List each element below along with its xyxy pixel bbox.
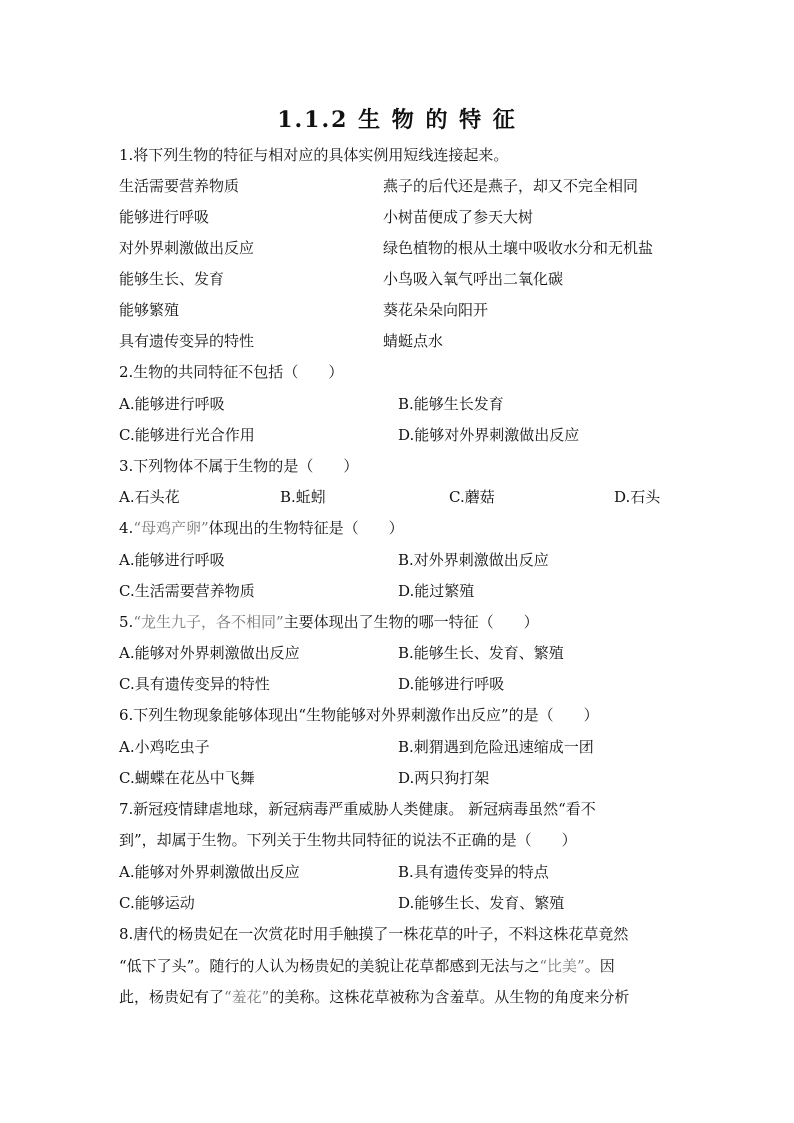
q4-option-b: B.对外界刺激做出反应 bbox=[398, 551, 549, 569]
q4-quote: “母鸡产卵” bbox=[133, 519, 209, 537]
question-5-stem bbox=[119, 612, 539, 632]
q8-text: 。因 bbox=[584, 957, 615, 975]
q6-option-c: C.蝴蝶在花丛中飞舞 bbox=[119, 769, 255, 787]
q8-text: 此，杨贵妃有了 bbox=[119, 988, 225, 1006]
q6-option-b: B.刺猬遇到危险迅速缩成一团 bbox=[398, 738, 594, 756]
question-4-stem bbox=[119, 518, 404, 538]
q5-quote: “龙生九子，各不相同” bbox=[133, 613, 284, 631]
q5-option-a: A.能够对外界刺激做出反应 bbox=[119, 644, 300, 662]
q5-stem-text: 主要体现出了生物的哪一特征（ ） bbox=[283, 613, 539, 631]
q4-number: 4. bbox=[119, 519, 134, 537]
q3-option-a: A.石头花 bbox=[119, 488, 180, 506]
q1-left-item: 具有遗传变异的特性 bbox=[119, 332, 255, 350]
q3-option-b: B.蚯蚓 bbox=[280, 488, 326, 506]
q2-option-b: B.能够生长发育 bbox=[398, 395, 504, 413]
q8-quote: “羞花” bbox=[224, 988, 270, 1006]
question-8-stem-line-1: 8.唐代的杨贵妃在一次赏花时用手触摸了一株花草的叶子，不料这株花草竟然 bbox=[119, 925, 629, 943]
q2-option-a: A.能够进行呼吸 bbox=[119, 395, 225, 413]
q3-option-c: C.蘑菇 bbox=[449, 488, 495, 506]
question-7-stem-line-1: 7.新冠疫情肆虐地球，新冠病毒严重威胁人类健康。 新冠病毒虽然“看不 bbox=[119, 800, 596, 818]
q5-option-b: B.能够生长、发育、繁殖 bbox=[398, 644, 564, 662]
q1-left-item: 能够生长、发育 bbox=[119, 270, 225, 288]
q6-option-a: A.小鸡吃虫子 bbox=[119, 738, 210, 756]
q8-text: 的美称。这株花草被称为含羞草。从生物的角度来分析 bbox=[269, 988, 630, 1006]
q8-quote: “比美” bbox=[539, 957, 585, 975]
q7-option-d: D.能够生长、发育、繁殖 bbox=[398, 894, 565, 912]
q4-option-c: C.生活需要营养物质 bbox=[119, 582, 255, 600]
question-1-stem: 1.将下列生物的特征与相对应的具体实例用短线连接起来。 bbox=[119, 146, 509, 164]
q1-left-item: 能够进行呼吸 bbox=[119, 208, 210, 226]
q4-stem-text: 体现出的生物特征是（ ） bbox=[208, 519, 404, 537]
page-title: 1.1.2 生 物 的 特 征 bbox=[277, 107, 517, 133]
q6-option-d: D.两只狗打架 bbox=[398, 769, 490, 787]
q1-right-item: 小树苗便成了参天大树 bbox=[383, 208, 534, 226]
q1-left-item: 能够繁殖 bbox=[119, 301, 180, 319]
question-6-stem: 6.下列生物现象能够体现出“生物能够对外界刺激作出反应”的是（ ） bbox=[119, 706, 599, 724]
q1-left-item: 生活需要营养物质 bbox=[119, 177, 240, 195]
q1-right-item: 葵花朵朵向阳开 bbox=[383, 301, 489, 319]
q5-option-d: D.能够进行呼吸 bbox=[398, 675, 505, 693]
question-8-stem-line-2 bbox=[119, 956, 615, 976]
q8-text: “低下了头”。随行的人认为杨贵妃的美貌让花草都感到无法与之 bbox=[119, 957, 540, 975]
q4-option-a: A.能够进行呼吸 bbox=[119, 551, 225, 569]
q1-right-item: 燕子的后代还是燕子，却又不完全相同 bbox=[383, 177, 639, 195]
q1-right-item: 蜻蜓点水 bbox=[383, 332, 444, 350]
q7-option-b: B.具有遗传变异的特点 bbox=[398, 863, 549, 881]
q1-left-item: 对外界刺激做出反应 bbox=[119, 239, 255, 257]
q7-option-a: A.能够对外界刺激做出反应 bbox=[119, 863, 300, 881]
q2-option-c: C.能够进行光合作用 bbox=[119, 426, 255, 444]
q1-right-item: 绿色植物的根从土壤中吸收水分和无机盐 bbox=[383, 239, 654, 257]
q5-option-c: C.具有遗传变异的特性 bbox=[119, 675, 270, 693]
q7-option-c: C.能够运动 bbox=[119, 894, 195, 912]
q4-option-d: D.能过繁殖 bbox=[398, 582, 475, 600]
question-2-stem: 2.生物的共同特征不包括（ ） bbox=[119, 363, 344, 381]
q1-right-item: 小鸟吸入氧气呼出二氧化碳 bbox=[383, 270, 564, 288]
q2-option-d: D.能够对外界刺激做出反应 bbox=[398, 426, 580, 444]
question-3-stem: 3.下列物体不属于生物的是（ ） bbox=[119, 457, 359, 475]
question-7-stem-line-2: 到”，却属于生物。下列关于生物共同特征的说法不正确的是（ ） bbox=[119, 831, 577, 849]
q5-number: 5. bbox=[119, 613, 134, 631]
question-8-stem-line-3 bbox=[119, 987, 629, 1007]
q3-option-d: D.石头 bbox=[614, 488, 661, 506]
